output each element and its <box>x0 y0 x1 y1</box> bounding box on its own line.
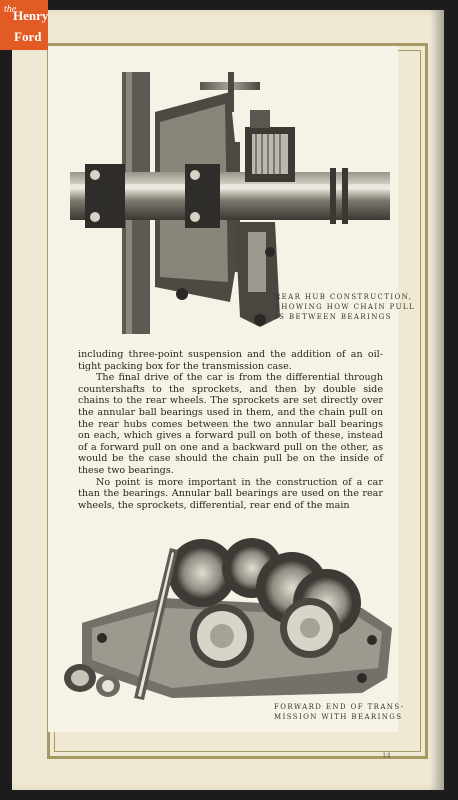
logo-text: Ford <box>14 29 42 44</box>
caption-line: SHOWING HOW CHAIN PULL <box>275 303 416 311</box>
page-number: 14 <box>382 752 391 760</box>
logo-text: Henry <box>13 8 49 23</box>
paragraph: including three-point suspension and the addition of an oil-tight packing box for the transmission case. <box>78 349 383 372</box>
logo-text: the <box>4 4 17 15</box>
transmission-illustration <box>62 528 396 708</box>
caption-line: FORWARD END OF TRANS- <box>274 703 405 711</box>
body-text <box>78 349 383 511</box>
caption-line: MISSION WITH BEARINGS <box>274 713 403 721</box>
page-edge-shadow <box>430 10 444 790</box>
caption-line: IS BETWEEN BEARINGS <box>275 313 392 321</box>
figure-caption-rear-hub <box>275 292 415 322</box>
henry-ford-logo <box>0 0 48 50</box>
caption-line: REAR HUB CONSTRUCTION, <box>275 293 413 301</box>
paragraph: The final drive of the car is from the differential through countershafts to the sprockets, and then by double side chains to the rear wheels. The sprockets are set directly over the annular ball bearings used in them, and the chain pull on the rear hubs comes between the two annular ball bearings on each, which gives a forward pull on both of these, instead of a forward pull on one and a backward pull on the other, as would be the case should the chain pull be on the inside of these two bearings. <box>78 372 383 476</box>
paragraph: No point is more important in the construction of a car than the bearings. Annular ball bearings are used on the rear wheels, the sprockets, differential, rear end of the main <box>78 476 383 511</box>
figure-caption-transmission <box>274 702 405 722</box>
